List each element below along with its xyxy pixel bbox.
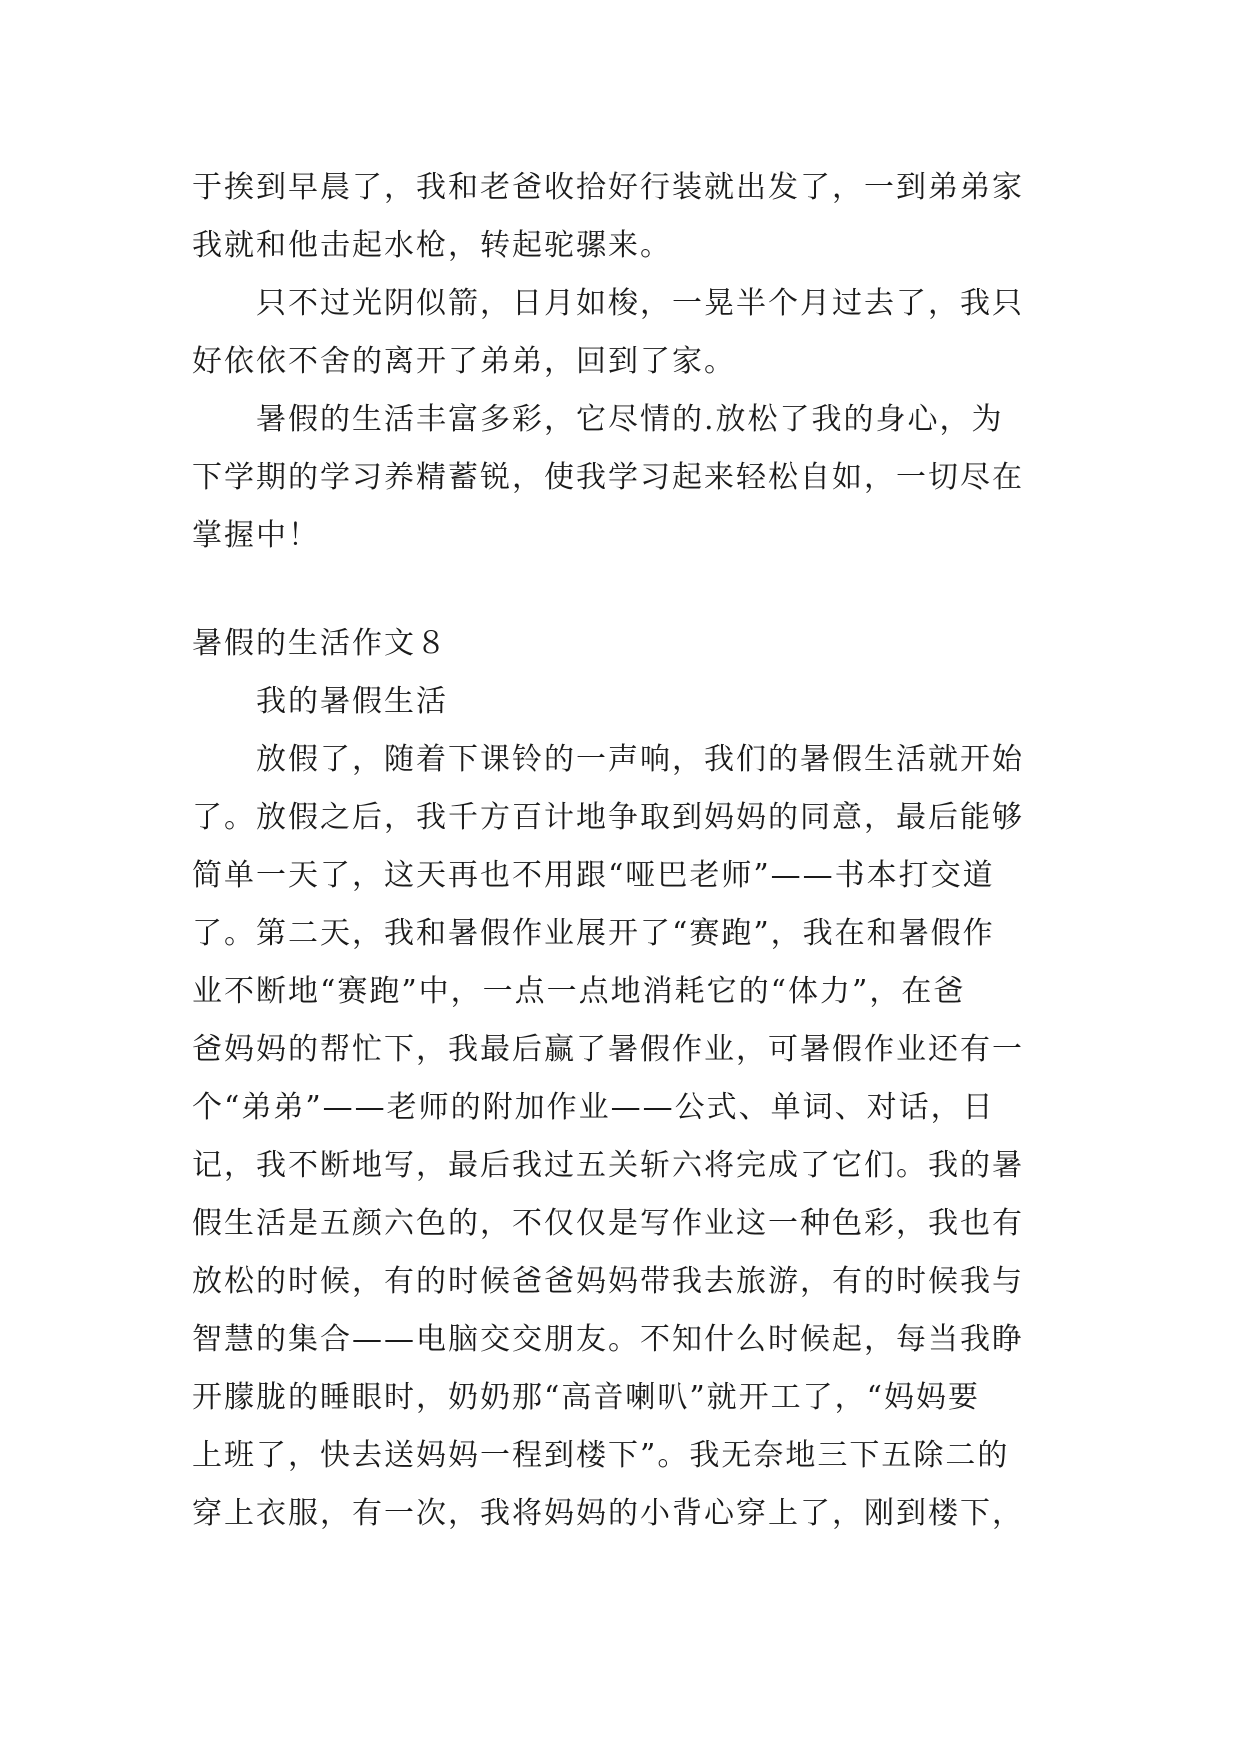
paragraph-line: 了。第二天，我和暑假作业展开了“赛跑”，我在和暑假作 — [192, 916, 995, 951]
paragraph-line: 我就和他击起水枪，转起驼骡来。 — [192, 228, 672, 263]
paragraph-line: 简单一天了，这天再也不用跟“哑巴老师”——书本打交道 — [192, 858, 995, 893]
essay-section-2 — [192, 615, 1052, 1543]
paragraph-line: 穿上衣服，有一次，我将妈妈的小背心穿上了，刚到楼下， — [192, 1496, 1024, 1531]
paragraph-line: 放假了，随着下课铃的一声响，我们的暑假生活就开始 — [256, 742, 1024, 777]
essay-section-1 — [192, 159, 1052, 565]
paragraph-line: 个“弟弟”——老师的附加作业——公式、单词、对话，日 — [192, 1090, 995, 1125]
paragraph-line: 业不断地“赛跑”中，一点一点地消耗它的“体力”，在爸 — [192, 974, 966, 1009]
paragraph-line: 暑假的生活丰富多彩，它尽情的.放松了我的身心，为 — [256, 402, 1004, 437]
paragraph-line: 爸妈妈的帮忙下，我最后赢了暑假作业，可暑假作业还有一 — [192, 1032, 1024, 1067]
essay-subtitle: 我的暑假生活 — [256, 684, 448, 719]
paragraph-line: 开朦胧的睡眼时，奶奶那“高音喇叭”就开工了，“妈妈要 — [192, 1380, 981, 1415]
paragraph-line: 记，我不断地写，最后我过五关斩六将完成了它们。我的暑 — [192, 1148, 1024, 1183]
paragraph-line: 放松的时候，有的时候爸爸妈妈带我去旅游，有的时候我与 — [192, 1264, 1024, 1299]
paragraph-line: 掌握中！ — [192, 518, 320, 553]
paragraph-line: 于挨到早晨了，我和老爸收拾好行装就出发了，一到弟弟家 — [192, 170, 1024, 205]
paragraph-line: 上班了，快去送妈妈一程到楼下”。我无奈地三下五除二的 — [192, 1438, 1010, 1473]
paragraph-line: 下学期的学习养精蓄锐，使我学习起来轻松自如，一切尽在 — [192, 460, 1024, 495]
section-heading: 暑假的生活作文８ — [192, 626, 448, 661]
paragraph-line: 了。放假之后，我千方百计地争取到妈妈的同意，最后能够 — [192, 800, 1024, 835]
paragraph-line: 假生活是五颜六色的，不仅仅是写作业这一种色彩，我也有 — [192, 1206, 1024, 1241]
paragraph-line: 好依依不舍的离开了弟弟，回到了家。 — [192, 344, 736, 379]
paragraph-line: 只不过光阴似箭，日月如梭，一晃半个月过去了，我只 — [256, 286, 1024, 321]
paragraph-line: 智慧的集合——电脑交交朋友。不知什么时候起，每当我睁 — [192, 1322, 1024, 1357]
